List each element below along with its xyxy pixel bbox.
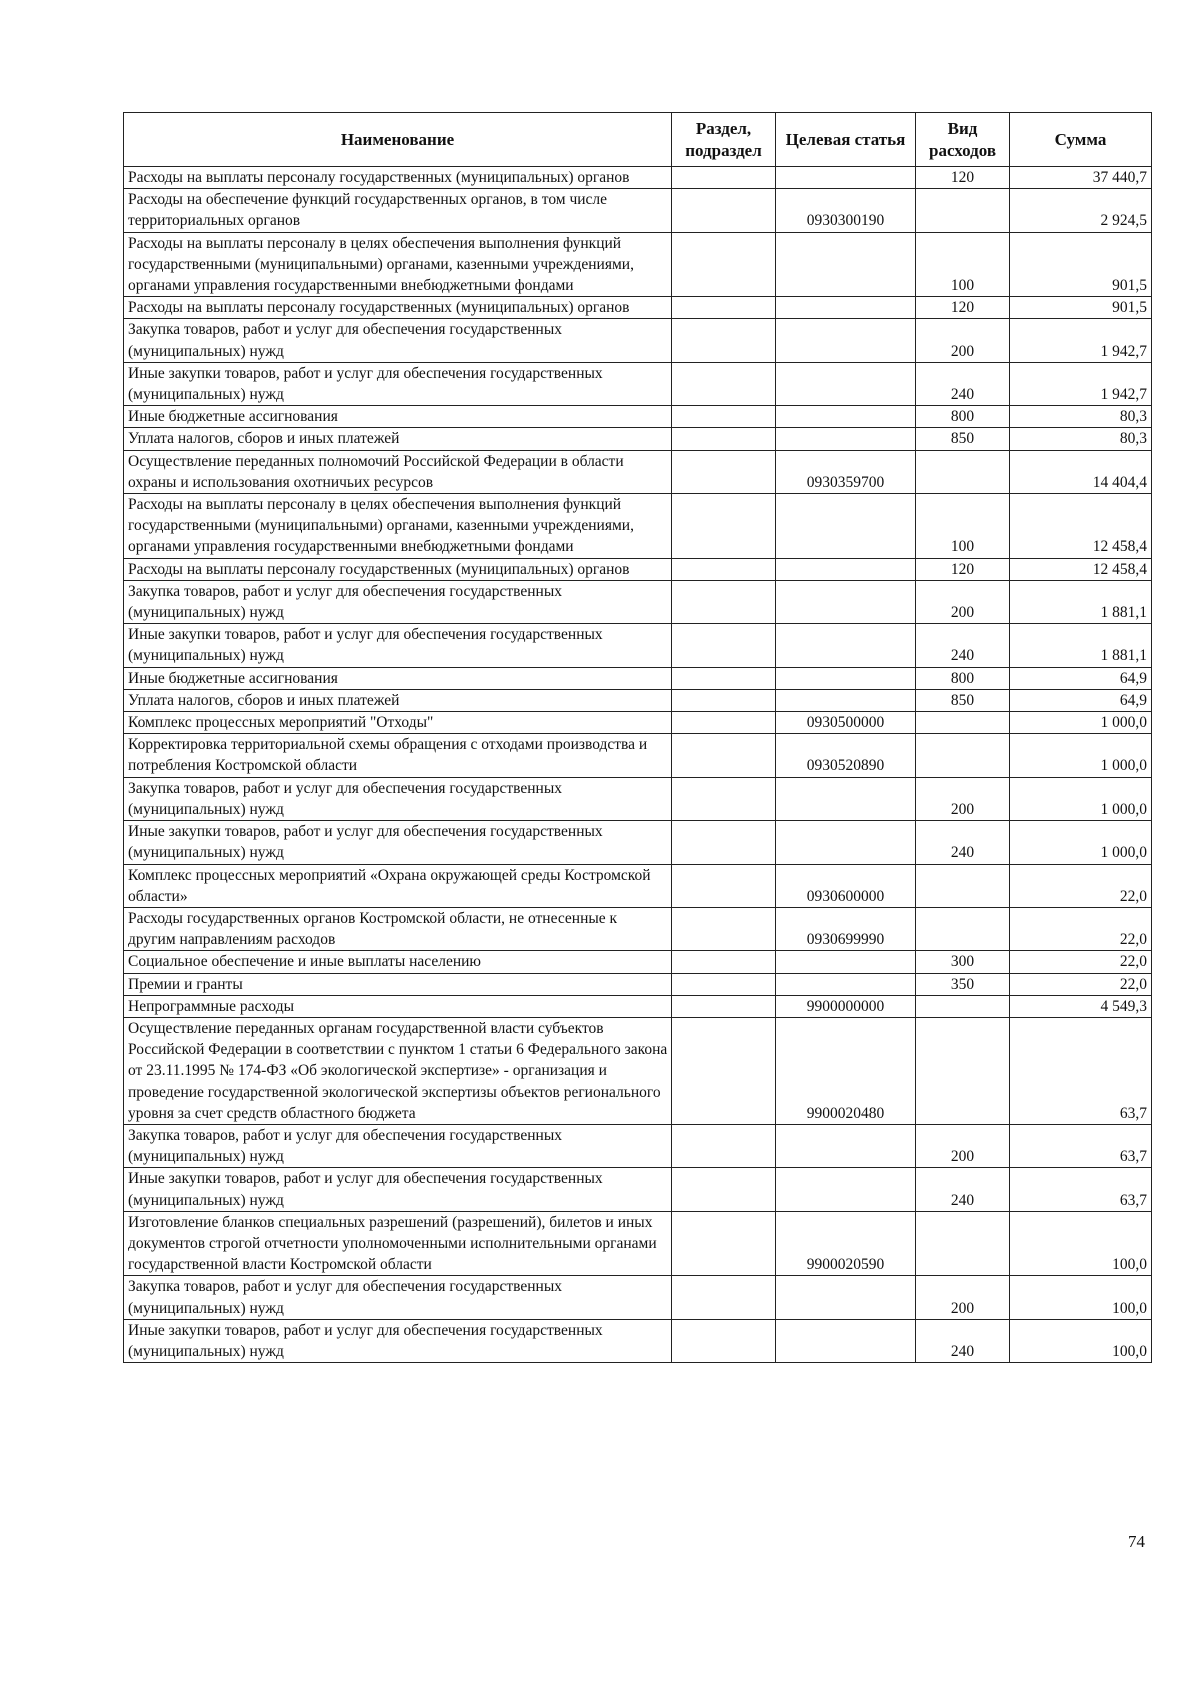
cell-section	[672, 689, 776, 711]
cell-name: Расходы на выплаты персоналу в целях обеспечения выполнения функций государственными (муниципальными) органами, казенными учреждениями, органами управления государственными внебюджетными фондами	[124, 232, 672, 297]
cell-name: Закупка товаров, работ и услуг для обеспечения государственных (муниципальных) нужд	[124, 777, 672, 820]
cell-kind	[916, 189, 1010, 232]
cell-sum: 22,0	[1010, 951, 1152, 973]
cell-name: Иные закупки товаров, работ и услуг для обеспечения государственных (муниципальных) нужд	[124, 1319, 672, 1362]
cell-name: Расходы государственных органов Костромской области, не отнесенные к другим направлениям расходов	[124, 907, 672, 950]
table-row	[124, 428, 1152, 450]
cell-name: Социальное обеспечение и иные выплаты населению	[124, 951, 672, 973]
cell-name: Закупка товаров, работ и услуг для обеспечения государственных (муниципальных) нужд	[124, 1276, 672, 1319]
cell-kind: 120	[916, 297, 1010, 319]
cell-name: Иные бюджетные ассигнования	[124, 406, 672, 428]
cell-target	[776, 297, 916, 319]
table-row	[124, 689, 1152, 711]
cell-sum: 100,0	[1010, 1276, 1152, 1319]
cell-kind: 100	[916, 232, 1010, 297]
cell-kind: 100	[916, 494, 1010, 559]
cell-section	[672, 362, 776, 405]
cell-section	[672, 580, 776, 623]
cell-sum: 1 000,0	[1010, 821, 1152, 864]
cell-sum: 100,0	[1010, 1211, 1152, 1276]
cell-target	[776, 624, 916, 667]
table-row	[124, 951, 1152, 973]
cell-target	[776, 406, 916, 428]
table-row	[124, 864, 1152, 907]
cell-section	[672, 1276, 776, 1319]
table-row	[124, 494, 1152, 559]
cell-name: Расходы на выплаты персоналу в целях обеспечения выполнения функций государственными (муниципальными) органами, казенными учреждениями, органами управления государственными внебюджетными фондами	[124, 494, 672, 559]
table-row	[124, 995, 1152, 1017]
cell-sum: 22,0	[1010, 907, 1152, 950]
cell-target	[776, 777, 916, 820]
cell-kind: 300	[916, 951, 1010, 973]
cell-kind	[916, 450, 1010, 493]
cell-name: Расходы на выплаты персоналу государственных (муниципальных) органов	[124, 297, 672, 319]
cell-section	[672, 951, 776, 973]
cell-sum: 1 000,0	[1010, 734, 1152, 777]
cell-sum: 22,0	[1010, 864, 1152, 907]
table-row	[124, 319, 1152, 362]
cell-target	[776, 319, 916, 362]
cell-section	[672, 167, 776, 189]
cell-section	[672, 450, 776, 493]
cell-sum: 64,9	[1010, 667, 1152, 689]
cell-name: Корректировка территориальной схемы обращения с отходами производства и потребления Костромской области	[124, 734, 672, 777]
cell-target: 0930520890	[776, 734, 916, 777]
cell-target	[776, 951, 916, 973]
page-number: 74	[1128, 1532, 1145, 1551]
cell-kind: 120	[916, 558, 1010, 580]
cell-sum: 1 942,7	[1010, 319, 1152, 362]
cell-name: Иные закупки товаров, работ и услуг для обеспечения государственных (муниципальных) нужд	[124, 624, 672, 667]
cell-section	[672, 232, 776, 297]
cell-target	[776, 1319, 916, 1362]
cell-kind: 800	[916, 406, 1010, 428]
cell-name: Комплекс процессных мероприятий «Охрана окружающей среды Костромской области»	[124, 864, 672, 907]
cell-target	[776, 1168, 916, 1211]
cell-kind: 240	[916, 821, 1010, 864]
cell-section	[672, 1168, 776, 1211]
cell-section	[672, 1124, 776, 1167]
cell-kind: 120	[916, 167, 1010, 189]
header-section: Раздел, подраздел	[672, 113, 776, 167]
cell-sum: 1 000,0	[1010, 777, 1152, 820]
cell-section	[672, 1319, 776, 1362]
cell-sum: 1 881,1	[1010, 624, 1152, 667]
cell-sum: 901,5	[1010, 232, 1152, 297]
cell-sum: 901,5	[1010, 297, 1152, 319]
cell-section	[672, 428, 776, 450]
cell-section	[672, 734, 776, 777]
table-row	[124, 580, 1152, 623]
cell-name: Иные закупки товаров, работ и услуг для обеспечения государственных (муниципальных) нужд	[124, 362, 672, 405]
cell-kind	[916, 907, 1010, 950]
cell-kind: 800	[916, 667, 1010, 689]
cell-kind	[916, 1211, 1010, 1276]
cell-target: 9900020590	[776, 1211, 916, 1276]
cell-sum: 63,7	[1010, 1017, 1152, 1124]
cell-section	[672, 667, 776, 689]
cell-name: Расходы на обеспечение функций государственных органов, в том числе территориальных органов	[124, 189, 672, 232]
cell-sum: 1 000,0	[1010, 712, 1152, 734]
table-row	[124, 406, 1152, 428]
table-row	[124, 1319, 1152, 1362]
cell-section	[672, 995, 776, 1017]
cell-kind: 200	[916, 777, 1010, 820]
cell-kind: 240	[916, 362, 1010, 405]
table-row	[124, 450, 1152, 493]
header-target: Целевая статья	[776, 113, 916, 167]
cell-sum: 1 881,1	[1010, 580, 1152, 623]
cell-sum: 1 942,7	[1010, 362, 1152, 405]
cell-sum: 80,3	[1010, 428, 1152, 450]
cell-target: 0930699990	[776, 907, 916, 950]
cell-kind: 200	[916, 1276, 1010, 1319]
cell-target	[776, 973, 916, 995]
cell-name: Расходы на выплаты персоналу государственных (муниципальных) органов	[124, 167, 672, 189]
cell-sum: 22,0	[1010, 973, 1152, 995]
cell-name: Иные закупки товаров, работ и услуг для обеспечения государственных (муниципальных) нужд	[124, 821, 672, 864]
cell-target	[776, 167, 916, 189]
cell-section	[672, 712, 776, 734]
table-row	[124, 907, 1152, 950]
cell-target	[776, 667, 916, 689]
table-row	[124, 624, 1152, 667]
header-sum: Сумма	[1010, 113, 1152, 167]
cell-name: Премии и гранты	[124, 973, 672, 995]
cell-target: 9900000000	[776, 995, 916, 1017]
cell-sum: 12 458,4	[1010, 494, 1152, 559]
cell-name: Комплекс процессных мероприятий "Отходы"	[124, 712, 672, 734]
cell-kind	[916, 864, 1010, 907]
cell-sum: 63,7	[1010, 1168, 1152, 1211]
cell-kind: 200	[916, 1124, 1010, 1167]
cell-kind	[916, 734, 1010, 777]
header-kind: Вид расходов	[916, 113, 1010, 167]
cell-sum: 4 549,3	[1010, 995, 1152, 1017]
table-header-row	[124, 113, 1152, 167]
cell-section	[672, 406, 776, 428]
cell-kind: 240	[916, 1319, 1010, 1362]
cell-name: Осуществление переданных полномочий Российской Федерации в области охраны и использования охотничьих ресурсов	[124, 450, 672, 493]
cell-target	[776, 689, 916, 711]
cell-sum: 12 458,4	[1010, 558, 1152, 580]
cell-section	[672, 558, 776, 580]
cell-section	[672, 1017, 776, 1124]
cell-section	[672, 907, 776, 950]
table-row	[124, 558, 1152, 580]
cell-kind: 240	[916, 1168, 1010, 1211]
cell-target	[776, 362, 916, 405]
cell-name: Расходы на выплаты персоналу государственных (муниципальных) органов	[124, 558, 672, 580]
table-row	[124, 777, 1152, 820]
cell-kind	[916, 1017, 1010, 1124]
cell-target	[776, 232, 916, 297]
cell-target: 0930300190	[776, 189, 916, 232]
cell-name: Иные закупки товаров, работ и услуг для обеспечения государственных (муниципальных) нужд	[124, 1168, 672, 1211]
cell-target	[776, 494, 916, 559]
cell-kind: 850	[916, 428, 1010, 450]
cell-target	[776, 428, 916, 450]
cell-kind: 350	[916, 973, 1010, 995]
cell-sum: 37 440,7	[1010, 167, 1152, 189]
cell-section	[672, 624, 776, 667]
table-row	[124, 667, 1152, 689]
cell-target	[776, 580, 916, 623]
cell-target	[776, 1276, 916, 1319]
cell-section	[672, 777, 776, 820]
cell-section	[672, 297, 776, 319]
table-row	[124, 1276, 1152, 1319]
cell-section	[672, 494, 776, 559]
cell-name: Изготовление бланков специальных разрешений (разрешений), билетов и иных документов строгой отчетности уполномоченными исполнительными органами государственной власти Костромской области	[124, 1211, 672, 1276]
cell-target: 0930500000	[776, 712, 916, 734]
cell-name: Закупка товаров, работ и услуг для обеспечения государственных (муниципальных) нужд	[124, 580, 672, 623]
cell-kind: 200	[916, 580, 1010, 623]
table-row	[124, 1017, 1152, 1124]
cell-sum: 63,7	[1010, 1124, 1152, 1167]
cell-kind: 240	[916, 624, 1010, 667]
table-row	[124, 1211, 1152, 1276]
cell-section	[672, 319, 776, 362]
cell-section	[672, 973, 776, 995]
cell-sum: 2 924,5	[1010, 189, 1152, 232]
header-name: Наименование	[124, 113, 672, 167]
cell-target: 9900020480	[776, 1017, 916, 1124]
cell-name: Иные бюджетные ассигнования	[124, 667, 672, 689]
budget-table-container	[123, 112, 1151, 1363]
cell-section	[672, 189, 776, 232]
table-row	[124, 1124, 1152, 1167]
table-body	[124, 167, 1152, 1363]
table-row	[124, 712, 1152, 734]
cell-kind: 850	[916, 689, 1010, 711]
cell-kind	[916, 712, 1010, 734]
table-row	[124, 1168, 1152, 1211]
table-row	[124, 734, 1152, 777]
table-row	[124, 973, 1152, 995]
cell-name: Уплата налогов, сборов и иных платежей	[124, 428, 672, 450]
table-row	[124, 821, 1152, 864]
cell-target	[776, 558, 916, 580]
cell-name: Уплата налогов, сборов и иных платежей	[124, 689, 672, 711]
cell-target: 0930359700	[776, 450, 916, 493]
cell-section	[672, 821, 776, 864]
table-row	[124, 167, 1152, 189]
cell-kind: 200	[916, 319, 1010, 362]
cell-name: Закупка товаров, работ и услуг для обеспечения государственных (муниципальных) нужд	[124, 1124, 672, 1167]
cell-sum: 100,0	[1010, 1319, 1152, 1362]
cell-name: Непрограммные расходы	[124, 995, 672, 1017]
budget-table	[123, 112, 1152, 1363]
cell-target	[776, 821, 916, 864]
cell-target	[776, 1124, 916, 1167]
table-row	[124, 232, 1152, 297]
cell-section	[672, 1211, 776, 1276]
table-row	[124, 362, 1152, 405]
cell-name: Закупка товаров, работ и услуг для обеспечения государственных (муниципальных) нужд	[124, 319, 672, 362]
cell-section	[672, 864, 776, 907]
cell-target: 0930600000	[776, 864, 916, 907]
cell-sum: 14 404,4	[1010, 450, 1152, 493]
cell-name: Осуществление переданных органам государственной власти субъектов Российской Федерации в соответствии с пунктом 1 статьи 6 Федерального закона от 23.11.1995 № 174-ФЗ «Об экологической экспертизе» - организация и проведение государственной экологической экспертизы объектов регионального уровня за счет средств областного бюджета	[124, 1017, 672, 1124]
table-row	[124, 189, 1152, 232]
cell-sum: 64,9	[1010, 689, 1152, 711]
table-row	[124, 297, 1152, 319]
cell-sum: 80,3	[1010, 406, 1152, 428]
cell-kind	[916, 995, 1010, 1017]
